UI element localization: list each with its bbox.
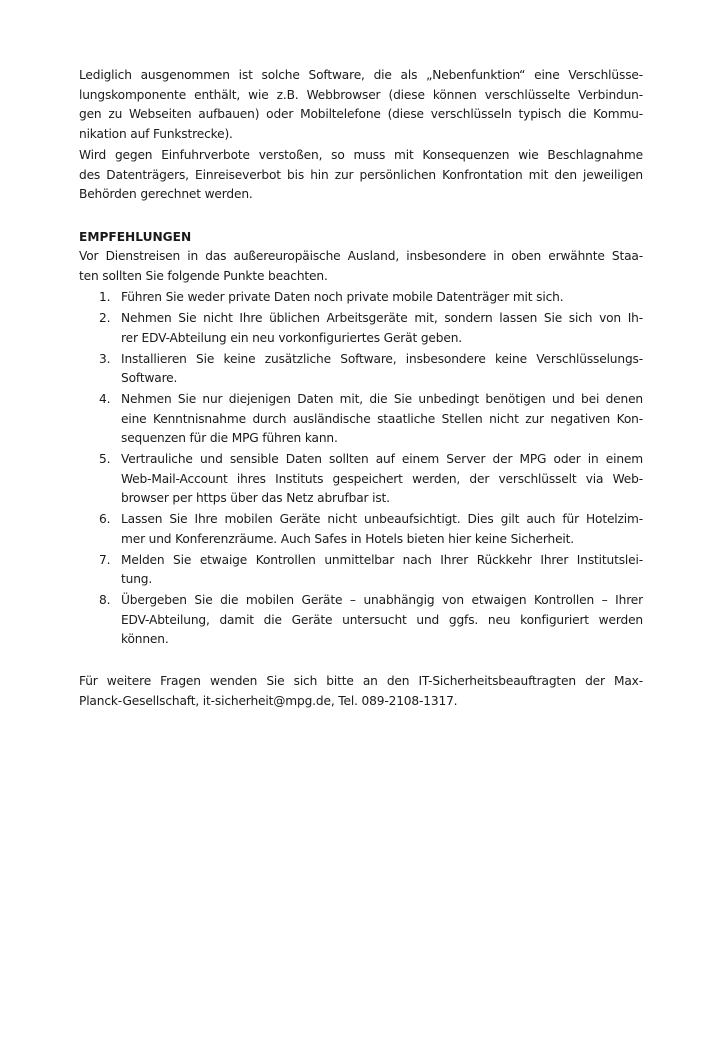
text-line: lungskomponente enthält, wie z.B. Webbrowser (diese können verschlüsselte Verbindun- bbox=[79, 87, 643, 102]
text-line: Melden Sie etwaige Kontrollen unmittelbar nach Ihrer Rückkehr Ihrer Institutslei- bbox=[121, 552, 643, 567]
text-line: Installieren Sie keine zusätzliche Software, insbesondere keine Verschlüsselungs- bbox=[121, 351, 643, 366]
list-item bbox=[79, 591, 643, 650]
text-line: eine Kenntnisnahme durch ausländische staatliche Stellen nicht zur negativen Kon- bbox=[121, 411, 643, 426]
contact-paragraph bbox=[79, 672, 643, 711]
text-line: browser per https über das Netz abrufbar ist. bbox=[121, 491, 390, 505]
recommendations-intro bbox=[79, 247, 643, 286]
text-line: Planck-Gesellschaft, it-sicherheit@mpg.de, Tel. 089-2108-1317. bbox=[79, 693, 458, 708]
list-item bbox=[79, 390, 643, 449]
text-line: Behörden gerechnet werden. bbox=[79, 187, 253, 201]
text-line: Wird gegen Einfuhrverbote verstoßen, so muss mit Konsequenzen wie Beschlagnahme bbox=[79, 148, 643, 162]
text-line: Vor Dienstreisen in das außereuropäische Ausland, insbesondere in oben erwähnte Staa- bbox=[79, 249, 643, 263]
list-item bbox=[79, 288, 643, 308]
list-item-number: 1. bbox=[99, 290, 111, 304]
text-line: EDV-Abteilung, damit die Geräte untersucht und ggfs. neu konfiguriert werden bbox=[121, 612, 643, 627]
text-line: tung. bbox=[121, 572, 153, 586]
text-line: des Datenträgers, Einreiseverbot bis hin zur persönlichen Konfrontation mit den jeweiligen bbox=[79, 167, 643, 182]
text-line: Übergeben Sie die mobilen Geräte – unabhängig von etwaigen Kontrollen – Ihrer bbox=[121, 593, 643, 607]
text-line: Führen Sie weder private Daten noch private mobile Datenträger mit sich. bbox=[121, 290, 564, 304]
section-heading-recommendations: EMPFEHLUNGEN bbox=[79, 229, 192, 244]
text-line: rer EDV-Abteilung ein neu vorkonfiguriertes Gerät geben. bbox=[121, 330, 463, 345]
list-item bbox=[79, 551, 643, 590]
text-line: Lassen Sie Ihre mobilen Geräte nicht unbeaufsichtigt. Dies gilt auch für Hotelzim- bbox=[121, 512, 643, 526]
list-item-number: 6. bbox=[99, 512, 111, 526]
text-line: ten sollten Sie folgende Punkte beachten. bbox=[79, 268, 328, 283]
list-item-number: 4. bbox=[99, 392, 111, 406]
section-spacer bbox=[79, 651, 643, 672]
text-line: gen zu Webseiten aufbauen) oder Mobiltelefone (diese verschlüsseln typisch die Kommu- bbox=[79, 107, 643, 121]
section-spacer bbox=[79, 207, 643, 228]
text-line: können. bbox=[121, 632, 169, 646]
list-item-number: 7. bbox=[99, 552, 111, 567]
text-line: mer und Konferenzräume. Auch Safes in Hotels bieten hier keine Sicherheit. bbox=[121, 531, 575, 546]
list-item bbox=[79, 309, 643, 348]
list-item-number: 5. bbox=[99, 452, 111, 466]
text-line: Web-Mail-Account ihres Instituts gespeichert werden, der verschlüsselt via Web- bbox=[121, 471, 643, 486]
list-item bbox=[79, 350, 643, 389]
text-line: Software. bbox=[121, 371, 178, 385]
list-item-number: 2. bbox=[99, 311, 111, 325]
text-line: nikation auf Funkstrecke). bbox=[79, 126, 233, 141]
list-item-number: 8. bbox=[99, 593, 111, 607]
document-page bbox=[79, 66, 643, 713]
intro-paragraph-consequences bbox=[79, 146, 643, 205]
text-line: Nehmen Sie nur diejenigen Daten mit, die Sie unbedingt benötigen und bei denen bbox=[121, 392, 643, 406]
list-item-number: 3. bbox=[99, 351, 111, 366]
recommendations-list bbox=[79, 288, 643, 650]
list-item bbox=[79, 510, 643, 549]
text-line: Vertrauliche und sensible Daten sollten auf einem Server der MPG oder in einem bbox=[121, 452, 643, 466]
text-line: Nehmen Sie nicht Ihre üblichen Arbeitsgeräte mit, sondern lassen Sie sich von Ih- bbox=[121, 311, 643, 325]
text-line: sequenzen für die MPG führen kann. bbox=[121, 431, 338, 445]
intro-paragraph-software-exception bbox=[79, 66, 643, 144]
text-line: Lediglich ausgenommen ist solche Software, die als „Nebenfunktion“ eine Verschlüsse- bbox=[79, 68, 643, 82]
text-line: Für weitere Fragen wenden Sie sich bitte an den IT-Sicherheitsbeauftragten der Max- bbox=[79, 674, 643, 688]
list-item bbox=[79, 450, 643, 509]
